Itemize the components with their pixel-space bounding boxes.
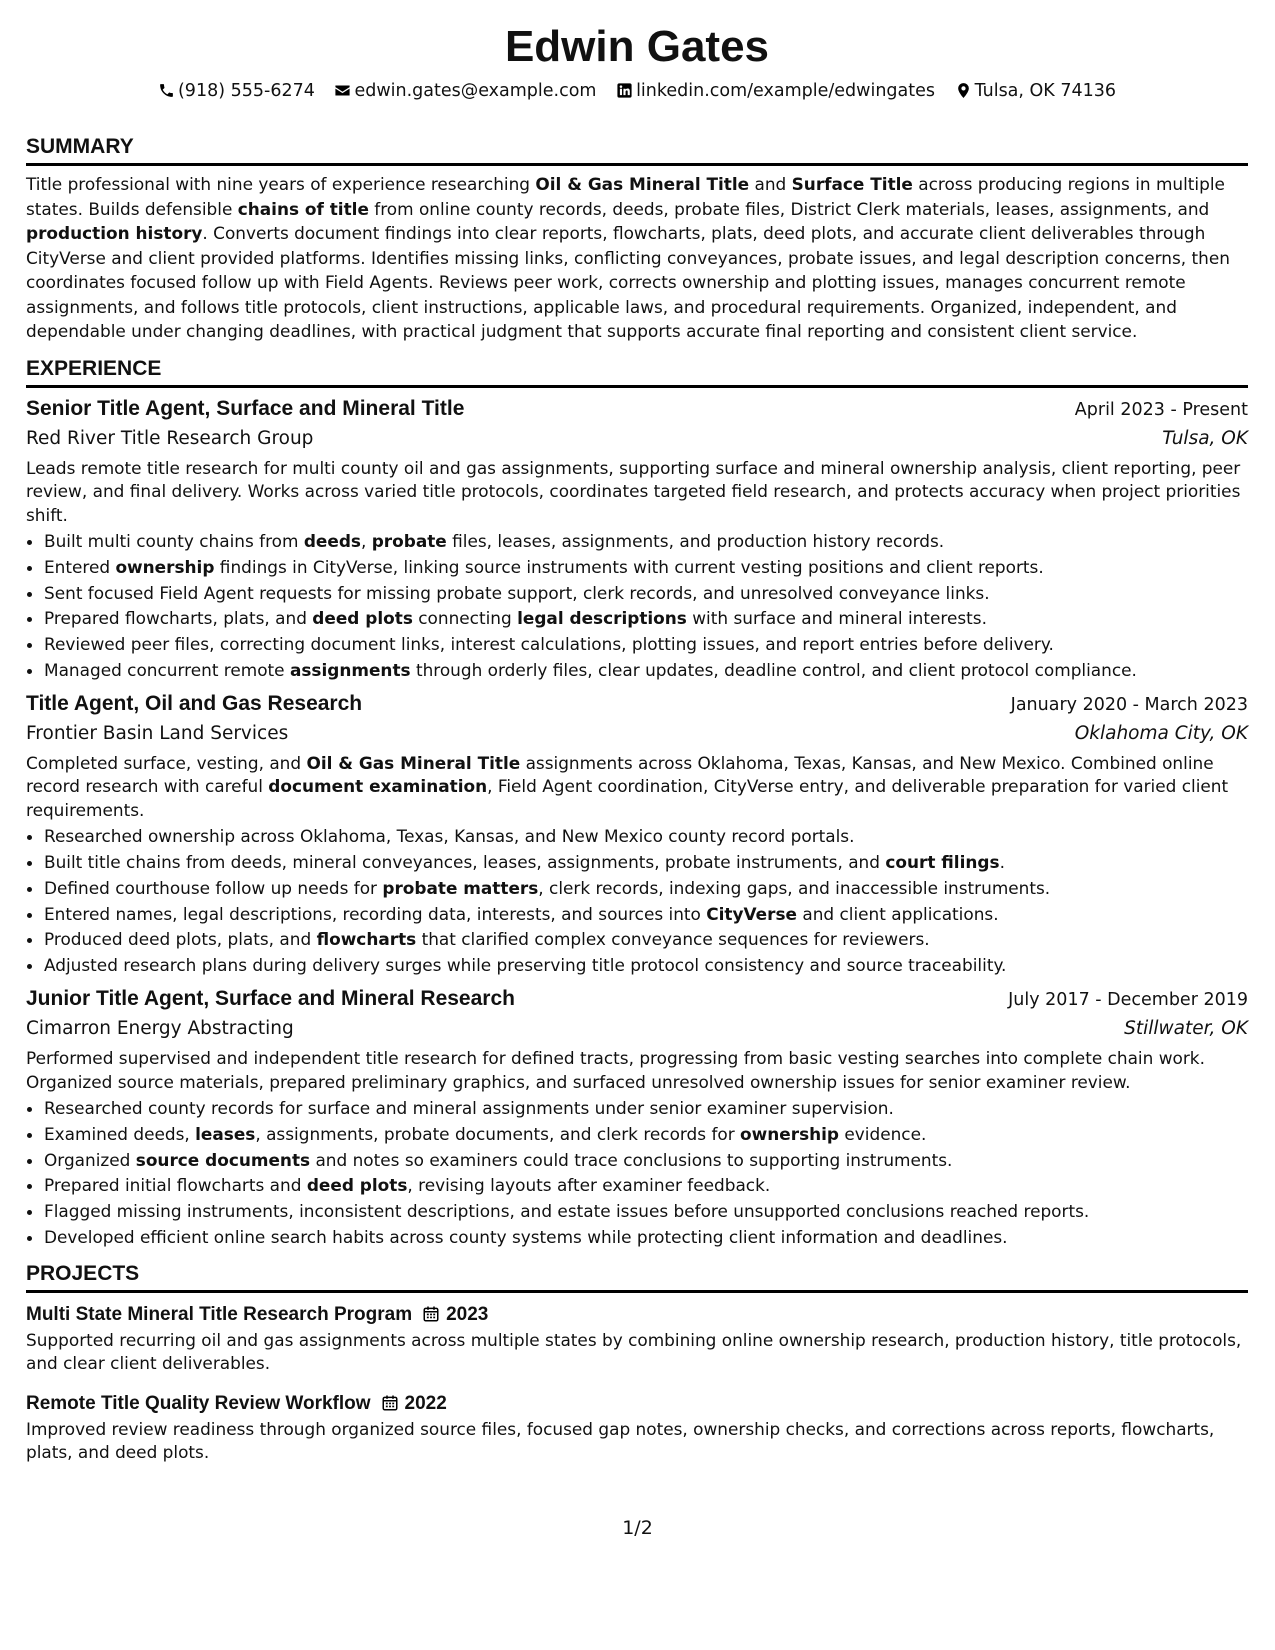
experience-heading: EXPERIENCE <box>26 356 1248 388</box>
projects-heading: PROJECTS <box>26 1261 1248 1293</box>
contact-location <box>955 78 1116 104</box>
job-title: Senior Title Agent, Surface and Mineral Title <box>26 396 465 420</box>
contact-phone <box>158 78 315 104</box>
project-description: Supported recurring oil and gas assignments across multiple states by combining online ownership research, production history, title protocols, and clear client deliverables. <box>26 1329 1242 1374</box>
job-entry <box>26 394 1248 684</box>
calendar-icon <box>422 1305 440 1323</box>
linkedin-text: linkedin.com/example/edwingates <box>636 81 935 101</box>
job-bullets <box>26 1096 1248 1251</box>
job-dates: January 2020 - March 2023 <box>1010 694 1248 715</box>
summary-text: Title professional with nine years of experience researching Oil & Gas Mineral Title and Surface Title across producing regions in multiple states. Builds defensible chains of title from online county records, deeds, probate files, District Clerk materials, leases, assignments, and production history. Converts document findings into clear reports, flowcharts, plats, deed plots, and accurate client deliverables through CityVerse and client provided platforms. Identifies missing links, conflicting conveyances, probate issues, and legal description concerns, then coordinates focused follow up with Field Agents. Reviews peer work, corrects ownership and plotting issues, manages concurrent remote assignments, and follows title protocols, client instructions, applicable laws, and procedural requirements. Organized, independent, and dependable under changing deadlines, with practical judgment that supports accurate final reporting and consistent client service. <box>26 174 1230 341</box>
job-entry <box>26 984 1248 1251</box>
calendar-icon <box>381 1394 399 1412</box>
resume-page <box>26 18 1248 1465</box>
bullet-item: • Organized source documents and notes so examiners could trace conclusions to supporting instruments. <box>44 1148 1248 1174</box>
summary-heading: SUMMARY <box>26 134 1248 166</box>
job-title: Title Agent, Oil and Gas Research <box>26 691 363 715</box>
bullet-item: • Researched county records for surface and mineral assignments under senior examiner supervision. <box>44 1096 1248 1122</box>
email-text: edwin.gates@example.com <box>354 81 597 101</box>
candidate-name: Edwin Gates <box>504 22 770 71</box>
bullet-item: • Examined deeds, leases, assignments, probate documents, and clerk records for ownership evidence. <box>44 1122 1248 1148</box>
summary-section <box>26 134 1248 344</box>
bullet-item: • Entered ownership findings in CityVerse, linking source instruments with current vesting positions and client reports. <box>44 555 1248 581</box>
job-bullets <box>26 824 1248 979</box>
bullet-item: • Produced deed plots, plats, and flowcharts that clarified complex conveyance sequences for reviewers. <box>44 927 1248 953</box>
experience-section <box>26 356 1248 1251</box>
phone-text: (918) 555-6274 <box>177 81 315 101</box>
bullet-item: • Managed concurrent remote assignments through orderly files, clear updates, deadline control, and client protocol compliance. <box>44 658 1248 684</box>
projects-section <box>26 1261 1248 1465</box>
job-dates: July 2017 - December 2019 <box>1008 990 1248 1011</box>
bullet-item: • Prepared flowcharts, plats, and deed plots connecting legal descriptions with surface and mineral interests. <box>44 606 1248 632</box>
job-company: Frontier Basin Land Services <box>26 722 289 744</box>
project-year: 2023 <box>446 1303 489 1325</box>
job-dates: April 2023 - Present <box>1074 399 1248 420</box>
project-description: Improved review readiness through organized source files, focused gap notes, ownership checks, and corrections across reports, flowcharts, plats, and deed plots. <box>26 1418 1215 1463</box>
job-location: Stillwater, OK <box>1124 1018 1248 1040</box>
job-title: Junior Title Agent, Surface and Mineral Research <box>26 987 515 1011</box>
envelope-icon <box>334 82 351 99</box>
contact-bar <box>26 78 1248 104</box>
job-entry <box>26 689 1248 979</box>
location-pin-icon <box>955 82 972 99</box>
job-company: Cimarron Energy Abstracting <box>26 1018 294 1040</box>
job-company: Red River Title Research Group <box>26 427 314 449</box>
bullet-item: • Entered names, legal descriptions, recording data, interests, and sources into CityVerse and client applications. <box>44 902 1248 928</box>
page-number: 1/2 <box>622 1517 653 1539</box>
bullet-item: • Prepared initial flowcharts and deed plots, revising layouts after examiner feedback. <box>44 1173 1248 1199</box>
bullet-item: • Built multi county chains from deeds, probate files, leases, assignments, and production history records. <box>44 529 1248 555</box>
location-text: Tulsa, OK 74136 <box>974 81 1117 101</box>
bullet-item: • Sent focused Field Agent requests for missing probate support, clerk records, and unresolved conveyance links. <box>44 581 1248 607</box>
bullet-item: • Developed efficient online search habits across county systems while protecting client information and deadlines. <box>44 1225 1248 1251</box>
project-entry <box>26 1301 1248 1376</box>
phone-icon <box>158 82 175 99</box>
job-location: Tulsa, OK <box>1162 427 1248 449</box>
job-description: Leads remote title research for multi county oil and gas assignments, supporting surface and mineral ownership analysis, client reporting, peer review, and final delivery. Works across varied title protocols, coordinates targeted field research, and protects accuracy when project priorities shift. <box>26 457 1241 525</box>
job-location: Oklahoma City, OK <box>1074 722 1248 744</box>
bullet-item: • Adjusted research plans during delivery surges while preserving title protocol consistency and source traceability. <box>44 953 1248 979</box>
job-description: Completed surface, vesting, and Oil & Gas Mineral Title assignments across Oklahoma, Texas, Kansas, and New Mexico. Combined online record research with careful document examination, Field Agent coordination, CityVerse entry, and deliverable preparation for varied client requirements. <box>26 752 1229 820</box>
bullet-item: • Defined courthouse follow up needs for probate matters, clerk records, indexing gaps, and inaccessible instruments. <box>44 876 1248 902</box>
linkedin-icon <box>616 82 633 99</box>
project-year: 2022 <box>404 1392 447 1414</box>
job-bullets <box>26 529 1248 684</box>
bullet-item: • Flagged missing instruments, inconsistent descriptions, and estate issues before unsupported conclusions reached reports. <box>44 1199 1248 1225</box>
contact-email[interactable] <box>334 78 596 104</box>
bullet-item: • Reviewed peer files, correcting document links, interest calculations, plotting issues, and report entries before delivery. <box>44 632 1248 658</box>
project-name: Remote Title Quality Review Workflow <box>26 1392 371 1414</box>
bullet-item: • Built title chains from deeds, mineral conveyances, leases, assignments, probate instruments, and court filings. <box>44 850 1248 876</box>
bullet-item: • Researched ownership across Oklahoma, Texas, Kansas, and New Mexico county record portals. <box>44 824 1248 850</box>
project-name: Multi State Mineral Title Research Program <box>26 1303 413 1325</box>
contact-linkedin[interactable] <box>616 78 935 104</box>
project-entry <box>26 1390 1248 1465</box>
job-description: Performed supervised and independent title research for defined tracts, progressing from basic vesting searches into complete chain work. Organized source materials, prepared preliminary graphics, and surfaced unresolved ownership issues for senior examiner review. <box>26 1048 1205 1092</box>
